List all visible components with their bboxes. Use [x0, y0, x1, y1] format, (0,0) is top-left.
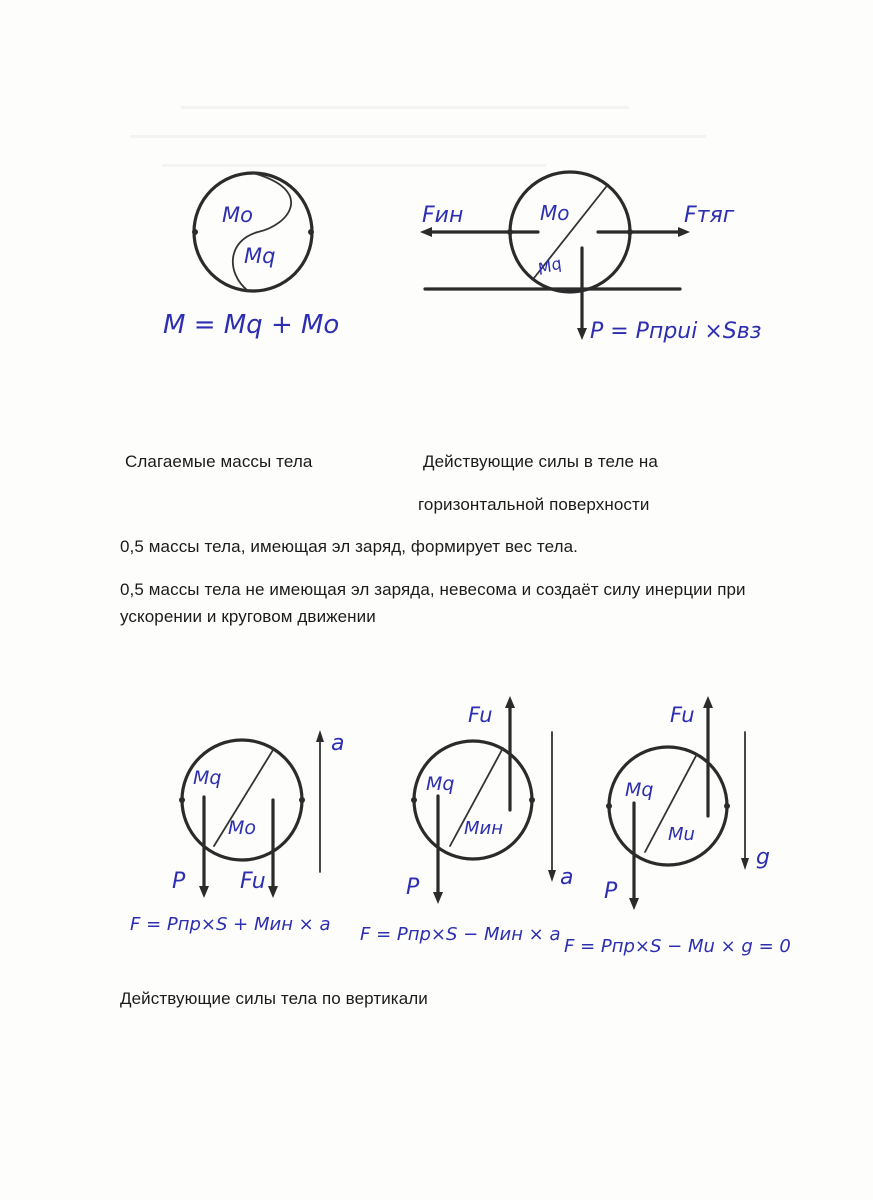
- label-fi: Fu: [240, 869, 266, 894]
- equation-free-fall: F = Pпр×S − Mu × g = 0: [564, 936, 791, 957]
- paragraph-uncharged-mass-line1: 0,5 массы тела не имеющая эл заряда, невесома и создаёт силу инерции при: [120, 580, 746, 599]
- equation-upward: F = Pпр×S + Mин × a: [130, 914, 331, 935]
- weight-equation: P = Pпрui ×Sвз: [590, 319, 762, 344]
- caption-forces-horizontal-line1: Действующие силы в теле на: [423, 452, 658, 471]
- label-f-inertia: Fин: [422, 203, 464, 228]
- gravity-arrowhead: [741, 858, 749, 870]
- label-p: P: [406, 875, 420, 900]
- weight-arrowhead: [629, 898, 639, 910]
- label-mq: Mq: [426, 773, 455, 795]
- caption-vertical-forces: Действующие силы тела по вертикали: [120, 989, 428, 1008]
- caption-masses: Слагаемые массы тела: [125, 452, 313, 471]
- label-a: a: [560, 865, 574, 890]
- paragraph-charged-mass: 0,5 массы тела, имеющая эл заряд, формирует вес тела.: [120, 537, 578, 556]
- label-fi: Fu: [670, 703, 695, 727]
- label-m-i: Mu: [668, 824, 695, 845]
- label-mq: Mq: [535, 253, 565, 279]
- label-p: P: [172, 869, 186, 894]
- label-mo: Mo: [228, 817, 257, 839]
- label-p: P: [604, 879, 618, 904]
- label-g: g: [756, 845, 770, 870]
- paragraph-uncharged-mass-line2: ускорении и круговом движении: [120, 607, 376, 626]
- label-m-in: Mин: [464, 818, 503, 839]
- inertia-arrowhead: [703, 696, 713, 708]
- label-a: a: [331, 731, 345, 756]
- label-mq: Mq: [625, 779, 654, 801]
- label-mq: Mq: [193, 767, 222, 789]
- label-mq: Mq: [244, 244, 276, 268]
- label-f-traction: Fтяг: [684, 203, 735, 228]
- edge-dot-right: [724, 803, 730, 809]
- label-mo: Mo: [540, 201, 570, 225]
- equation-downward: F = Pпр×S − Mин × a: [360, 924, 561, 945]
- label-mo: Mo: [222, 203, 253, 227]
- label-fi: Fu: [468, 703, 493, 727]
- caption-forces-horizontal-line2: горизонтальной поверхности: [418, 495, 650, 514]
- mass-equation: M = Mq + Mo: [163, 310, 340, 340]
- edge-dot-left: [606, 803, 612, 809]
